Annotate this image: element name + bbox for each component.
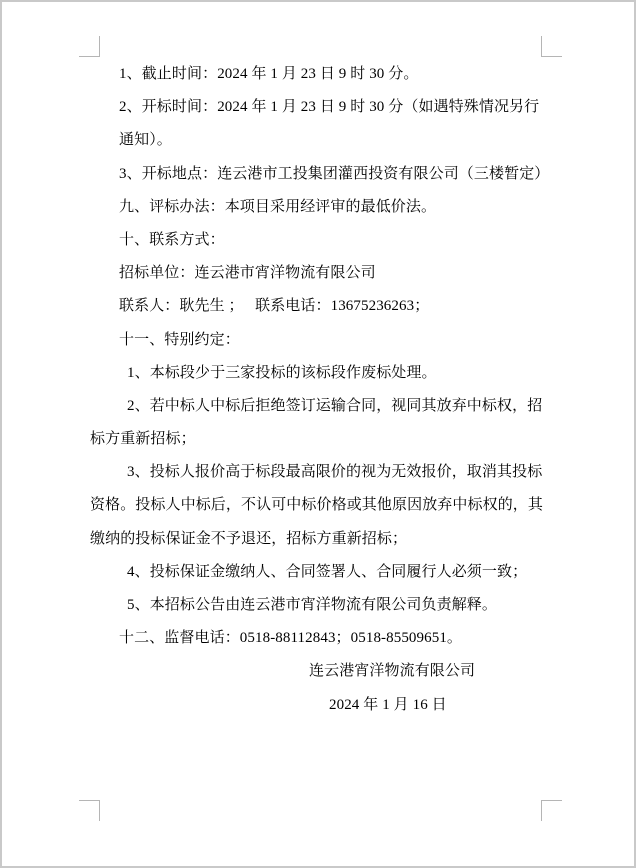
text-line: 资格。投标人中标后，不认可中标价格或其他原因放弃中标权的，其 xyxy=(90,497,544,514)
text-line: 2024 年 1 月 16 日 xyxy=(329,696,447,713)
margin-crop-mark-bottom-right xyxy=(541,800,562,821)
text-line: 十二、监督电话：0518-88112843；0518-85509651。 xyxy=(119,630,463,647)
text-line: 通知）。 xyxy=(119,132,172,149)
margin-crop-mark-top-right xyxy=(541,36,562,57)
text-line: 2、开标时间：2024 年 1 月 23 日 9 时 30 分（如遇特殊情况另行 xyxy=(119,99,540,116)
text-line: 3、开标地点：连云港市工投集团灌西投资有限公司（三楼暂定） xyxy=(119,165,550,182)
text-line: 招标单位：连云港市宵洋物流有限公司 xyxy=(119,265,376,282)
text-line: 3、投标人报价高于标段最高限价的视为无效报价，取消其投标 xyxy=(127,464,543,481)
text-line: 5、本招标公告由连云港市宵洋物流有限公司负责解释。 xyxy=(127,597,498,613)
text-line: 1、截止时间：2024 年 1 月 23 日 9 时 30 分。 xyxy=(119,66,419,82)
margin-crop-mark-bottom-left xyxy=(79,800,100,821)
text-line: 连云港宵洋物流有限公司 xyxy=(309,663,476,680)
text-line: 2、若中标人中标后拒绝签订运输合同，视同其放弃中标权，招 xyxy=(127,397,543,414)
text-line: 十一、特别约定： xyxy=(119,331,240,348)
text-line: 4、投标保证金缴纳人、合同签署人、合同履行人必须一致； xyxy=(127,563,528,580)
text-line: 1、本标段少于三家投标的该标段作废标处理。 xyxy=(127,364,437,381)
document-body xyxy=(90,58,560,722)
text-line: 联系人：耿先生 ； 联系电话：13675236263； xyxy=(119,298,430,315)
text-line: 十、联系方式： xyxy=(119,231,225,248)
text-line: 标方重新招标； xyxy=(90,431,196,448)
margin-crop-mark-top-left xyxy=(79,36,100,57)
text-line: 九、评标办法：本项目采用经评审的最低价法。 xyxy=(119,198,437,215)
text-line: 缴纳的投标保证金不予退还，招标方重新招标； xyxy=(90,530,408,547)
